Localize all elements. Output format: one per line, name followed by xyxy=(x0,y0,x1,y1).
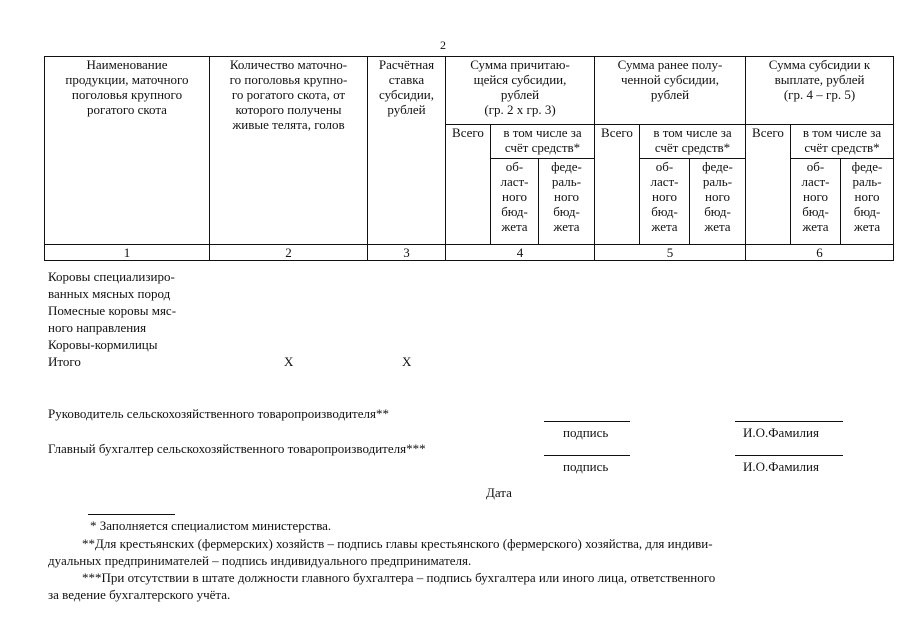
column-number-1: 1 xyxy=(45,245,210,261)
header-regional-4: об- ласт- ного бюд- жета xyxy=(491,159,539,245)
row-label-nurse-cows: Коровы-кормилицы xyxy=(48,337,158,352)
header-regional-6: об- ласт- ного бюд- жета xyxy=(791,159,841,245)
accountant-name-caption: И.О.Фамилия xyxy=(743,459,819,474)
head-name-caption: И.О.Фамилия xyxy=(743,425,819,440)
column-number-5: 5 xyxy=(595,245,746,261)
head-signature-caption: подпись xyxy=(563,425,609,440)
header-total-5: Всего xyxy=(595,125,640,245)
header-due: Сумма причитаю- щейся субсидии, рублей (гр. 2 х гр. 3) xyxy=(446,57,595,125)
total-mark-col3: X xyxy=(402,354,412,369)
page-number: 2 xyxy=(440,38,446,52)
header-total-4: Всего xyxy=(446,125,491,245)
row-label-specialized-cows: Коровы специализиро- ванных мясных пород xyxy=(48,269,175,301)
column-number-3: 3 xyxy=(368,245,446,261)
header-rate: Расчётная ставка субсидии, рублей xyxy=(368,57,446,245)
header-incl-5: в том числе за счёт средств* xyxy=(640,125,746,159)
accountant-signature-label: Главный бухгалтер сельскохозяйственного товаропроизводителя*** xyxy=(48,441,426,456)
date-label: Дата xyxy=(486,485,512,500)
footnote-3-line1: ***При отсутствии в штате должности главного бухгалтера – подпись бухгалтера или иного лица, ответственного xyxy=(82,570,716,585)
header-received: Сумма ранее полу- ченной субсидии, рублей xyxy=(595,57,746,125)
column-number-6: 6 xyxy=(746,245,894,261)
header-incl-6: в том числе за счёт средств* xyxy=(791,125,894,159)
row-label-total: Итого xyxy=(48,354,81,369)
footnote-3-line2: за ведение бухгалтерского учёта. xyxy=(48,587,231,602)
total-mark-col2: X xyxy=(284,354,294,369)
header-federal-4: феде- раль- ного бюд- жета xyxy=(539,159,595,245)
footnote-1: * Заполняется специалистом министерства. xyxy=(90,518,332,533)
accountant-name-line xyxy=(735,455,843,456)
subsidy-table xyxy=(44,56,894,261)
header-federal-5: феде- раль- ного бюд- жета xyxy=(690,159,746,245)
header-total-6: Всего xyxy=(746,125,791,245)
header-federal-6: феде- раль- ного бюд- жета xyxy=(841,159,894,245)
column-number-2: 2 xyxy=(210,245,368,261)
column-number-4: 4 xyxy=(446,245,595,261)
row-label-crossbred-cows: Помесные коровы мяс- ного направления xyxy=(48,303,177,335)
table-rows xyxy=(48,268,176,370)
header-count: Количество маточно- го поголовья крупно- го рогатого скота, от которого получены живые телята, голов xyxy=(210,57,368,245)
head-signature-label: Руководитель сельскохозяйственного товаропроизводителя** xyxy=(48,406,389,421)
footnote-separator xyxy=(88,514,175,515)
accountant-signature-caption: подпись xyxy=(563,459,609,474)
footnote-2-line2: дуальных предпринимателей – подпись индивидуального предпринимателя. xyxy=(48,553,472,568)
footnote-2-line1: **Для крестьянских (фермерских) хозяйств – подпись главы крестьянского (фермерского) хозяйства, для индиви- xyxy=(82,536,713,551)
header-name: Наименование продукции, маточного поголовья крупного рогатого скота xyxy=(45,57,210,245)
head-name-line xyxy=(735,421,843,422)
head-signature-line xyxy=(544,421,630,422)
header-regional-5: об- ласт- ного бюд- жета xyxy=(640,159,690,245)
header-incl-4: в том числе за счёт средств* xyxy=(491,125,595,159)
header-payout: Сумма субсидии к выплате, рублей (гр. 4 – гр. 5) xyxy=(746,57,894,125)
accountant-signature-line xyxy=(544,455,630,456)
